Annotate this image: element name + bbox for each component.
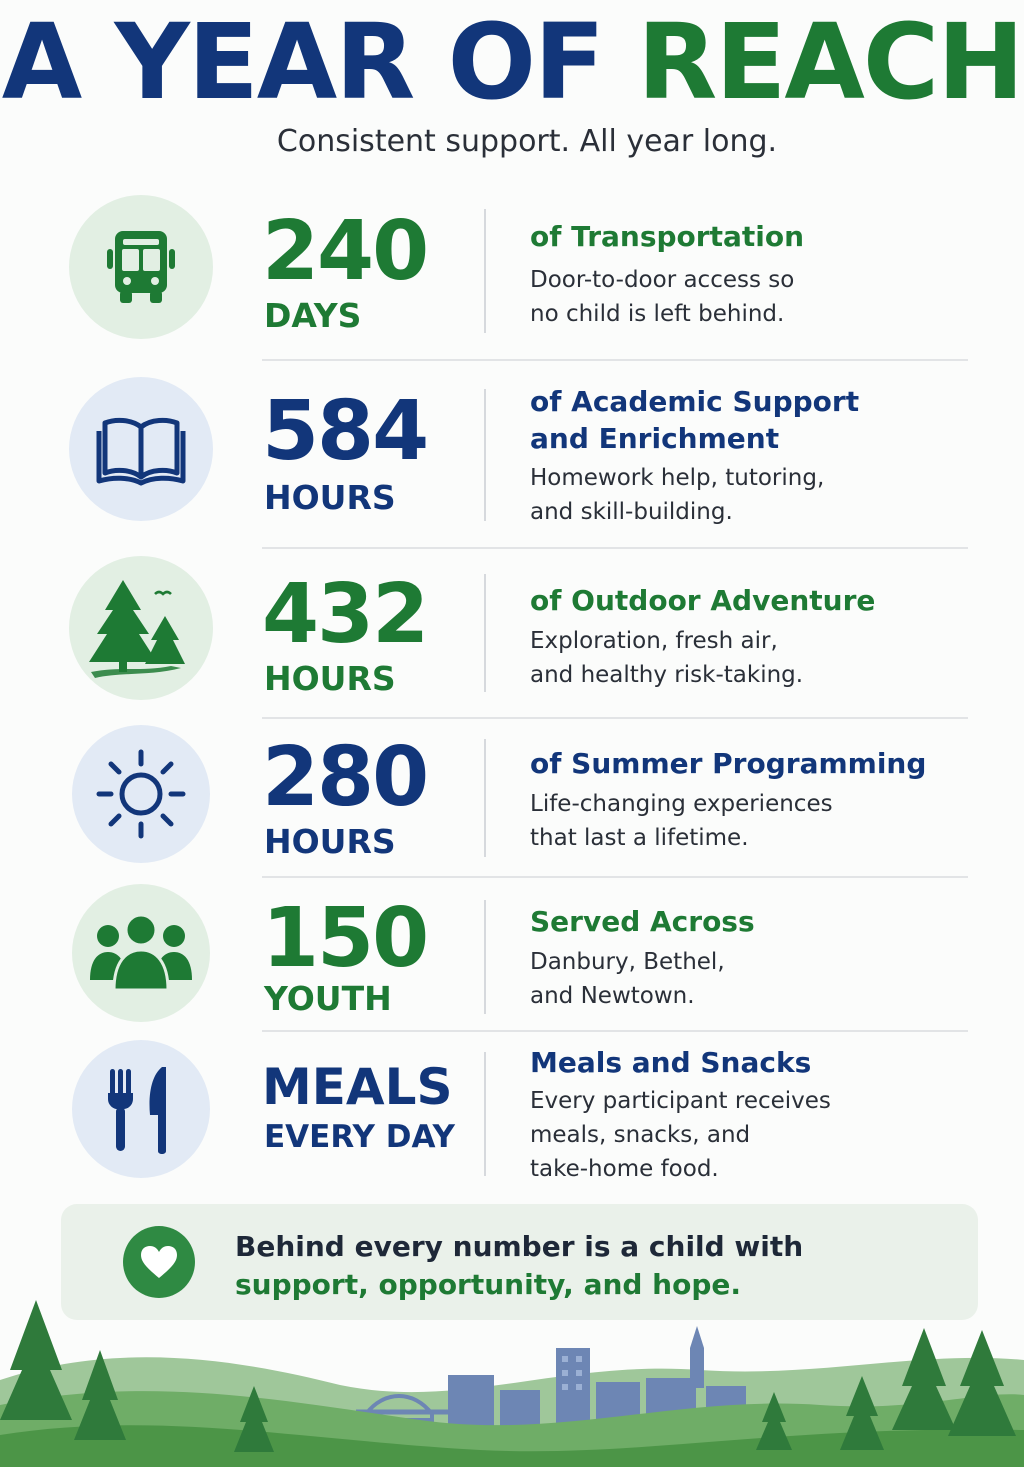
stat-desc-line: that last a lifetime. [530,825,749,851]
stat-desc-line: and healthy risk-taking. [530,662,804,688]
book-icon-circle [69,377,213,521]
stat-desc-line: meals, snacks, and [530,1122,751,1148]
stat-number: 150 [262,891,428,986]
stat-unit: HOURS [264,478,396,517]
title-part-2: REACH [637,1,1023,123]
stat-unit: EVERY DAY [264,1119,455,1155]
sun-icon [91,744,191,844]
stat-desc-line: Every participant receives [530,1088,831,1114]
divider [484,389,486,521]
group-people-icon [86,908,196,998]
stat-unit: DAYS [264,296,362,335]
heart-icon-circle [123,1226,195,1298]
stat-heading: Served Across [530,905,755,938]
stat-desc-line: and Newtown. [530,983,695,1009]
pine-trees-icon-circle [69,556,213,700]
stat-desc-line: and skill-building. [530,499,733,525]
row-separator [262,1030,968,1032]
book-icon [91,399,191,499]
stat-heading: of Academic Support [530,385,860,418]
stat-number: 432 [262,567,428,662]
page-subtitle: Consistent support. All year long. [276,124,778,159]
stat-unit: YOUTH [264,979,392,1018]
landscape-illustration [0,1290,1024,1467]
stat-number: 240 [262,204,428,299]
banner-line-1: Behind every number is a child with [235,1230,804,1263]
page-title [0,1,1024,123]
stat-desc-line: take-home food. [530,1156,719,1182]
stat-desc-line: Exploration, fresh air, [530,628,778,654]
bus-icon-circle [69,195,213,339]
title-part-1: A YEAR OF [1,1,604,123]
pine-trees-icon [81,568,201,688]
fork-knife-icon-circle [72,1040,210,1178]
row-separator [262,717,968,719]
stat-desc-line: no child is left behind. [530,301,785,327]
sun-icon-circle [72,725,210,863]
divider [484,1052,486,1176]
stat-heading: of Outdoor Adventure [530,584,876,617]
stat-heading: of Transportation [530,220,805,253]
divider [484,900,486,1014]
bus-icon [93,219,189,315]
stat-desc-line: Homework help, tutoring, [530,465,825,491]
stat-number: 584 [262,384,428,479]
stat-desc-line: Door-to-door access so [530,267,795,293]
stat-number: 280 [262,730,428,825]
group-people-icon-circle [72,884,210,1022]
heart-icon [139,1244,179,1280]
stat-desc-line: Danbury, Bethel, [530,949,725,975]
stat-desc-line: Life-changing experiences [530,791,833,817]
row-separator [262,359,968,361]
stat-heading: of Summer Programming [530,747,927,780]
banner-line-2: support, opportunity, and hope. [235,1268,742,1301]
divider [484,209,486,333]
stat-heading: Meals and Snacks [530,1046,812,1079]
stat-number: MEALS [262,1058,453,1116]
row-separator [262,547,968,549]
divider [484,574,486,692]
stat-unit: HOURS [264,659,396,698]
divider [484,739,486,857]
stat-heading-line2: and Enrichment [530,422,780,455]
fork-knife-icon [96,1059,186,1159]
row-separator [262,876,968,878]
stat-unit: HOURS [264,822,396,861]
